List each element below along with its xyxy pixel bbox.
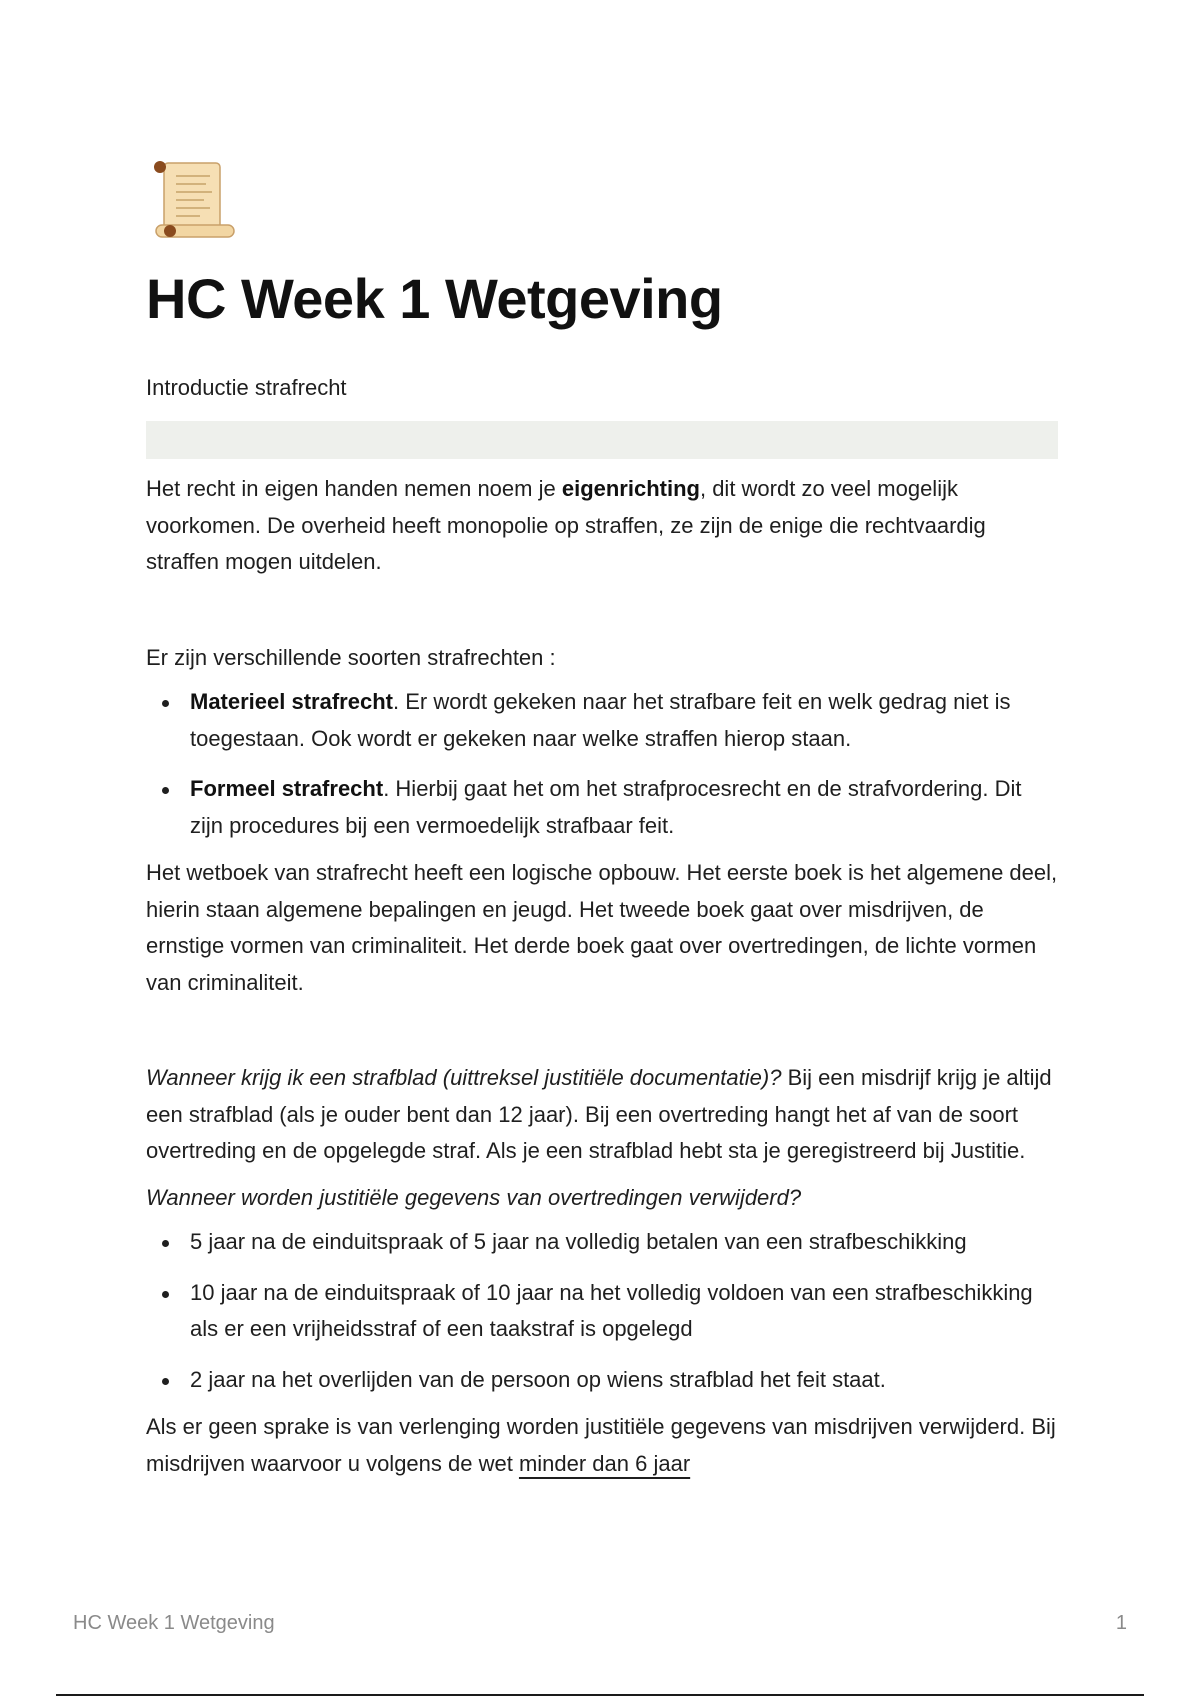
page-title: HC Week 1 Wetgeving [146,267,723,330]
paragraph-strafblad: Wanneer krijg ik een strafblad (uittreksel justitiële documentatie)? Bij een misdrijf krijg je altijd een strafblad (als je ouder bent dan 12 jaar). Bij een overtreding hangt het af van de soort overtreding en de opgelegde straf. Als je een strafblad hebt sta je geregistreerd bij Justitie. [146,1065,1052,1163]
empty-callout-block [146,421,1058,459]
list-item: 5 jaar na de einduitspraak of 5 jaar na volledig betalen van een strafbeschikking [146,1224,1058,1261]
bullet-icon [162,1291,169,1298]
paragraph-types-intro: Er zijn verschillende soorten strafrechten : [146,644,556,670]
question-removal: Wanneer worden justitiële gegevens van overtredingen verwijderd? [146,1184,802,1210]
page-bottom-divider [56,1694,1144,1696]
footer-title: HC Week 1 Wetgeving [73,1612,275,1634]
paragraph-verwijdering: Als er geen sprake is van verlenging worden justitiële gegevens van misdrijven verwijderd. Bij misdrijven waarvoor u volgens de wet minder dan 6 jaar [146,1414,1056,1476]
paragraph-eigenrichting: Het recht in eigen handen nemen noem je eigenrichting, dit wordt zo veel mogelijk voorkomen. De overheid heeft monopolie op straffen, ze zijn de enige die rechtvaardig straffen mogen uitdelen. [146,476,986,574]
page-subtitle: Introductie strafrecht [146,375,347,400]
footer-page-number: 1 [1115,1612,1127,1634]
bullet-icon [162,1240,169,1247]
scroll-icon [146,155,236,245]
types-list [146,684,1058,844]
list-item: 10 jaar na de einduitspraak of 10 jaar na het volledig voldoen van een strafbeschikking als er een vrijheidsstraf of een taakstraf is opgelegd [146,1275,1058,1348]
list-item: Formeel strafrecht. Hierbij gaat het om het strafprocesrecht en de strafvordering. Dit zijn procedures bij een vermoedelijk strafbaar feit. [146,771,1058,844]
underlined-text: minder dan 6 jaar [518,1450,691,1476]
bullet-icon [162,1378,169,1385]
list-item: 2 jaar na het overlijden van de persoon op wiens strafblad het feit staat. [146,1362,1058,1399]
bullet-icon [162,700,169,707]
page-content [146,155,1058,1482]
bullet-icon [162,787,169,794]
list-item: Materieel strafrecht. Er wordt gekeken naar het strafbare feit en welk gedrag niet is toegestaan. Ook wordt er gekeken naar welke straffen hierop staan. [146,684,1058,757]
paragraph-wetboek: Het wetboek van strafrecht heeft een logische opbouw. Het eerste boek is het algemene deel, hierin staan algemene bepalingen en jeugd. Het tweede boek gaat over misdrijven, de ernstige vormen van criminaliteit. Het derde boek gaat over overtredingen, de lichte vormen van criminaliteit. [146,860,1058,995]
removal-list [146,1224,1058,1398]
